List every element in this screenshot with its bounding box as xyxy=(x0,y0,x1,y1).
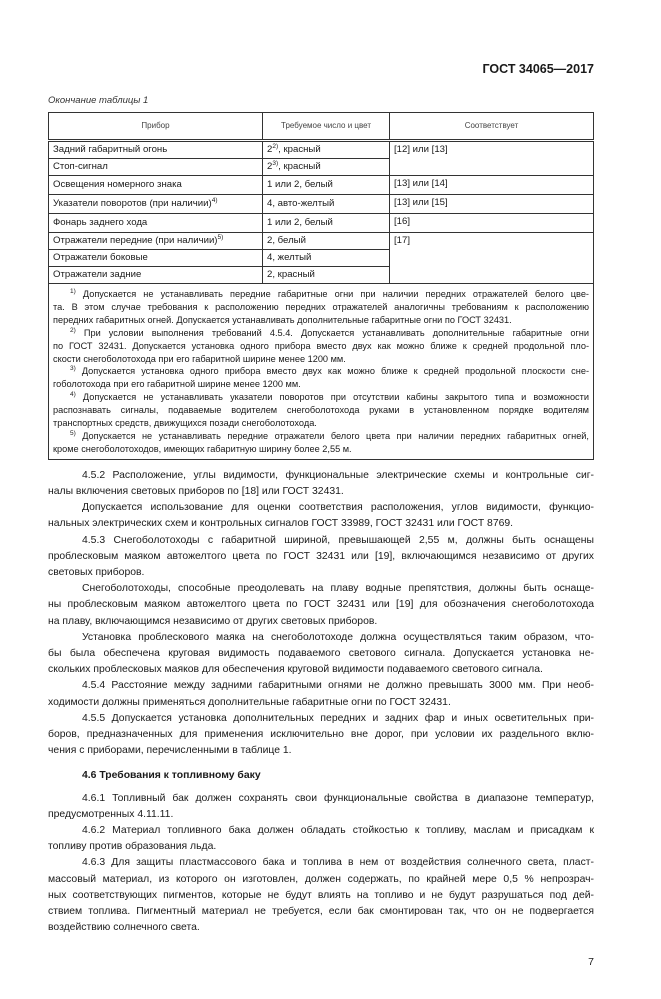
device-name: Отражатели задние xyxy=(53,269,142,280)
conforms-cell: [12] или [13] xyxy=(390,141,594,176)
footnote-text: та. В этом случае требования к расположению передних отражателей аналогичны требованиям к расположению xyxy=(53,301,589,312)
text-line: 4.5.2 Расположение, углы видимости, функциональные электрические схемы и контрольные сиг- xyxy=(82,469,594,481)
text-line: предусмотренных 4.11.11. xyxy=(48,808,174,820)
text-line: 4.5.4 Расстояние между задними габаритными огнями не должно превышать 3000 мм. При необ- xyxy=(82,680,594,692)
footnote-text: Допускается не устанавливать передние отражатели белого цвета при наличии передних габаритных огней, xyxy=(82,430,589,441)
conforms-cell: [16] xyxy=(390,214,594,233)
document-standard-number: ГОСТ 34065—2017 xyxy=(482,62,594,76)
text-line: воздействию солнечного света. xyxy=(48,922,200,934)
count-value: 2 xyxy=(267,161,273,172)
text-line: ходимости должны применяться дополнительные габаритные огни по ГОСТ 32431. xyxy=(48,696,451,708)
footnote-text: гоболотохода при его габаритной ширине менее 1200 мм. xyxy=(53,379,301,390)
text-line: 4.5.3 Снегоболотоходы с габаритной шириной, превышающей 2,55 м, должны быть оснащены xyxy=(82,534,594,546)
paragraph xyxy=(48,468,594,500)
text-line: 4.6.2 Материал топливного бака должен обладать стойкостью к топливу, маслам и присадкам к xyxy=(82,825,594,837)
device-cell xyxy=(49,267,263,284)
text-line: 4.5.5 Допускается установка дополнительных передних и задних фар и иных осветительных при- xyxy=(82,712,594,724)
text-line: проблесковым маяком автожелтого цвета по ГОСТ 32431 или [19], включающимся независимо от других xyxy=(48,550,594,562)
footnotes-row xyxy=(49,284,594,460)
text-line: ствием топлива. Пигментный материал не требуется, если бак смонтирован так, что он не подвергается xyxy=(48,906,594,918)
count-value: 2, белый xyxy=(267,235,306,246)
section-heading: 4.6 Требования к топливному баку xyxy=(82,770,261,782)
footnote-line xyxy=(53,327,589,340)
conforms-cell: [17] xyxy=(390,233,594,284)
paragraph xyxy=(48,855,594,936)
column-header-count-color: Требуемое число и цвет xyxy=(263,113,390,141)
text-line: нальных электрических схем и контрольных сигналов ГОСТ 33989, ГОСТ 32431 или ГОСТ 8769. xyxy=(48,518,514,530)
device-name: Указатели поворотов (при наличии) xyxy=(53,198,212,209)
footnote-mark: 1) xyxy=(70,287,76,295)
footnote-text: передних габаритных огней. Допускается устанавливать дополнительные габаритные огни по ГОСТ 32431. xyxy=(53,314,512,325)
device-name: Отражатели передние (при наличии) xyxy=(53,235,218,246)
column-header-conforms: Соответствует xyxy=(390,113,594,141)
paragraph xyxy=(48,823,594,855)
device-name: Фонарь заднего хода xyxy=(53,217,148,228)
footnote-line xyxy=(53,340,589,353)
table-row xyxy=(49,176,594,195)
devices-table xyxy=(48,112,594,460)
footnote-text: транспортных средств, движущихся позади снегоболотохода. xyxy=(53,418,317,429)
count-value: 4, желтый xyxy=(267,252,312,263)
count-color-cell xyxy=(263,159,390,176)
count-value: 2 xyxy=(267,144,273,155)
count-color-cell xyxy=(263,176,390,195)
table-caption: Окончание таблицы 1 xyxy=(48,95,149,106)
footnote-line xyxy=(53,430,589,443)
device-cell xyxy=(49,233,263,250)
text-line: чения с приборами, перечисленными в таблице 1. xyxy=(48,745,292,757)
page-number: 7 xyxy=(588,956,594,969)
footnote-line xyxy=(53,314,589,327)
footnote-text: скости снегоболотохода при его габаритной ширине менее 1200 мм. xyxy=(53,353,346,364)
count-color-cell xyxy=(263,141,390,159)
footnote-line xyxy=(53,365,589,378)
text-line: ны проблесковым маяком автожелтого цвета по ГОСТ 32431 или [19] для обозначения снегоболотохода xyxy=(48,599,594,611)
text-line: скольких проблесковых маяков для обеспечения круговой видимости подаваемого светового сигнала. xyxy=(48,664,543,676)
footnote-line xyxy=(53,443,589,456)
text-line: световых приборов. xyxy=(48,567,145,578)
text-line: топливу против образования льда. xyxy=(48,841,217,853)
footnote-ref: 3) xyxy=(272,159,279,167)
count-value: 1 или 2, белый xyxy=(267,217,333,228)
count-color-cell xyxy=(263,267,390,284)
device-name: Стоп-сигнал xyxy=(53,161,108,172)
footnote-text: по ГОСТ 32431. Допускается установка одного прибора вместо двух как можно ближе к средней продольной пло- xyxy=(53,340,589,351)
text-line: бы была обеспечена круговая видимость подаваемого светового сигнала. Допускается установка не- xyxy=(48,648,594,660)
table-header-row xyxy=(49,113,594,141)
paragraph xyxy=(48,791,594,823)
count-color-cell xyxy=(263,195,390,214)
device-name: Освещения номерного знака xyxy=(53,179,182,190)
text-line: ных соответствующих пигментов, которые не будут влиять на топливо и не будут разрушаться под дей- xyxy=(48,889,594,901)
paragraph xyxy=(48,581,594,630)
footnote-text: При условии выполнения требований 4.5.4. Допускается устанавливать дополнительные габаритные огни xyxy=(83,327,589,338)
text-line: 4.6.3 Для защиты пластмассового бака и топлива в нем от воздействия солнечного света, пласт- xyxy=(82,857,594,869)
device-cell xyxy=(49,250,263,267)
footnote-mark: 4) xyxy=(70,391,76,399)
table-row xyxy=(49,214,594,233)
text-line: массовый материал, из которого он изготовлен, должен содержать, по крайней мере 0,5 % непрозрач- xyxy=(48,873,594,885)
footnote-text: распознавать сигналы, подаваемые водителем снегоболотохода руками в установленном порядке водителям xyxy=(53,405,589,416)
table-body xyxy=(49,141,594,460)
footnote-mark: 5) xyxy=(70,429,76,437)
conforms-cell: [13] или [15] xyxy=(390,195,594,214)
footnote-text: Допускается установка одного прибора вместо двух как можно ближе к средней продольной плоскости сне- xyxy=(81,366,590,377)
count-value: 1 или 2, белый xyxy=(267,179,333,190)
text-line: 4.6.1 Топливный бак должен сохранять свои функциональные свойства в диапазоне температур, xyxy=(82,792,594,804)
footnote-line xyxy=(53,417,589,430)
color-value: , красный xyxy=(278,144,321,155)
paragraph xyxy=(48,678,594,710)
conforms-cell: [13] или [14] xyxy=(390,176,594,195)
paragraph xyxy=(48,533,594,582)
body-text xyxy=(48,468,594,937)
footnote-ref: 4) xyxy=(211,196,218,204)
table-row xyxy=(49,233,594,250)
device-name: Отражатели боковые xyxy=(53,252,148,263)
paragraph xyxy=(48,630,594,679)
paragraph xyxy=(48,500,594,532)
footnote-text: Допускается не устанавливать передние габаритные огни при наличии передних отражателей белого цве- xyxy=(82,289,589,299)
footnote-line xyxy=(53,353,589,366)
footnote-text: Допускается не устанавливать указатели поворотов при отсутствии кабины закрытого типа и возможности xyxy=(82,392,589,403)
footnote-text: кроме снегоболотоходов, имеющих габаритную ширину более 2,55 м. xyxy=(53,443,352,454)
device-cell xyxy=(49,176,263,195)
text-line: Допускается использование для оценки соответствия расположения, углов видимости, функцио- xyxy=(82,502,594,514)
column-header-device: Прибор xyxy=(49,113,263,141)
device-cell xyxy=(49,214,263,233)
count-color-cell xyxy=(263,233,390,250)
color-value: , красный xyxy=(278,161,321,172)
footnote-line xyxy=(53,288,589,301)
count-color-cell xyxy=(263,250,390,267)
text-line: налы включения световых приборов по [18] или ГОСТ 32431. xyxy=(48,485,344,497)
table-row xyxy=(49,141,594,159)
footnote-line xyxy=(53,378,589,391)
footnotes-cell xyxy=(49,284,594,460)
footnote-line xyxy=(53,404,589,417)
text-line: Снегоболотоходы, способные преодолевать на плаву водные препятствия, должны быть оснаще- xyxy=(82,583,594,595)
footnote-line xyxy=(53,301,589,314)
text-line: боров, предназначенных для применения исключительно вне дорог, при условии их раздельного вклю- xyxy=(48,729,594,741)
count-value: 2, красный xyxy=(267,269,315,280)
device-cell xyxy=(49,195,263,214)
footnote-ref: 2) xyxy=(272,142,279,150)
footnote-line xyxy=(53,391,589,404)
text-line: Установка проблескового маяка на снегоболотоходе должна осуществляться таким образом, что- xyxy=(82,631,594,643)
paragraph xyxy=(48,711,594,760)
footnote-ref: 5) xyxy=(217,233,224,241)
footnote-mark: 3) xyxy=(70,365,76,373)
count-value: 4, авто-желтый xyxy=(267,198,335,209)
count-color-cell xyxy=(263,214,390,233)
table-row xyxy=(49,195,594,214)
text-line: на плаву, включающимся независимо от других световых приборов. xyxy=(48,615,378,627)
footnote-mark: 2) xyxy=(70,326,76,334)
device-cell xyxy=(49,141,263,159)
device-name: Задний габаритный огонь xyxy=(53,144,168,155)
device-cell xyxy=(49,159,263,176)
